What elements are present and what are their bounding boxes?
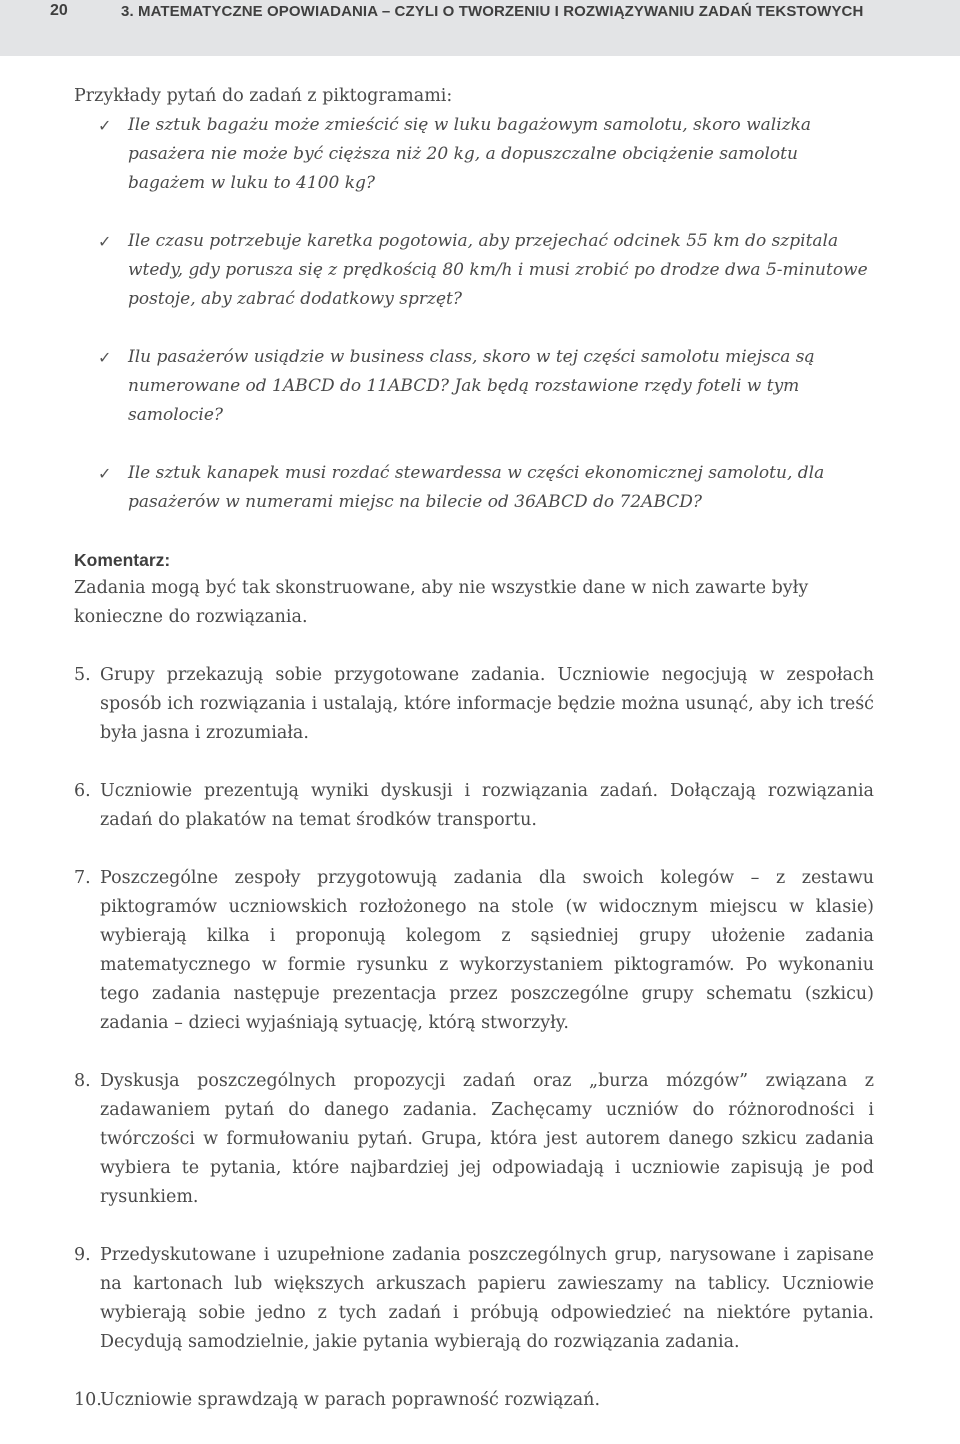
step-text: Grupy przekazują sobie przygotowane zadania. Uczniowie negocjują w zespołach sposób ich rozwiązania i ustalają, które informacje będzie można usunąć, aby ich treść była jasna i zrozumiała.	[100, 665, 874, 743]
comment-body: Zadania mogą być tak skonstruowane, aby nie wszystkie dane w nich zawarte były konieczne do rozwiązania.	[74, 578, 809, 627]
list-item	[74, 1067, 874, 1212]
step-number: 9.	[74, 1245, 91, 1265]
step-number: 8.	[74, 1071, 91, 1091]
step-text: Przedyskutowane i uzupełnione zadania poszczególnych grup, narysowane i zapisane na kartonach lub większych arkuszach papieru zawieszamy na tablicy. Uczniowie wybierają sobie jedno z tych zadań i próbują odpowiedzieć na niektóre pytania. Decydują samodzielnie, jakie pytania wybierają do rozwiązania zadania.	[100, 1245, 874, 1352]
list-item	[74, 343, 874, 430]
list-item	[74, 227, 874, 314]
question-list	[74, 111, 874, 517]
chapter-title: 3. MATEMATYCZNE OPOWIADANIA – CZYLI O TWORZENIU I ROZWIĄZYWANIU ZADAŃ TEKSTOWYCH	[121, 3, 864, 20]
checkmark-icon: ✓	[98, 464, 112, 483]
checkmark-icon: ✓	[98, 232, 112, 251]
list-item	[74, 111, 874, 198]
checkmark-icon: ✓	[98, 348, 112, 367]
question-text: Ile sztuk bagażu może zmieścić się w luku bagażowym samolotu, skoro walizka pasażera nie może być cięższa niż 20 kg, a dopuszczalne obciążenie samolotu bagażem w luku to 4100 kg?	[128, 115, 812, 193]
list-item	[74, 459, 874, 517]
step-number: 6.	[74, 781, 91, 801]
step-text: Poszczególne zespoły przygotowują zadania dla swoich kolegów – z zestawu piktogramów uczniowskich rozłożonego na stole (w widocznym miejscu w klasie) wybierają kilka i proponują kolegom z sąsiedniej grupy ułożenie zadania matematycznego w formie rysunku z wykorzystaniem piktogramów. Po wykonaniu tego zadania następuje prezentacja przez poszczególne grupy schematu (szkicu) zadania – dzieci wyjaśniają sytuację, którą stworzyły.	[100, 868, 874, 1033]
page-number: 20	[50, 2, 68, 19]
page-content	[74, 82, 874, 1444]
step-number: 5.	[74, 665, 91, 685]
steps-list	[74, 661, 874, 1415]
list-item	[74, 661, 874, 748]
step-number: 10.	[74, 1390, 102, 1410]
list-item	[74, 1241, 874, 1357]
list-item	[74, 1386, 874, 1415]
question-text: Ile sztuk kanapek musi rozdać stewardessa w części ekonomicznej samolotu, dla pasażerów w numerami miejsc na bilecie od 36ABCD do 72ABCD?	[128, 463, 825, 512]
step-text: Dyskusja poszczególnych propozycji zadań oraz „burza mózgów” związana z zadawaniem pytań do danego zadania. Zachęcamy uczniów do różnorodności i twórczości w formułowaniu pytań. Grupa, która jest autorem danego szkicu zadania wybiera te pytania, które najbardziej jej odpowiadają i uczniowie zapisują je pod rysunkiem.	[100, 1071, 874, 1207]
question-text: Ilu pasażerów usiądzie w business class, skoro w tej części samolotu miejsca są numerowane od 1ABCD do 11ABCD? Jak będą rozstawione rzędy foteli w tym samolocie?	[128, 347, 815, 425]
step-text: Uczniowie prezentują wyniki dyskusji i rozwiązania zadań. Dołączają rozwiązania zadań do plakatów na temat środków transportu.	[100, 781, 874, 830]
list-item	[74, 864, 874, 1038]
page-header	[0, 0, 960, 56]
checkmark-icon: ✓	[98, 116, 112, 135]
step-text: Uczniowie sprawdzają w parach poprawność rozwiązań.	[100, 1390, 601, 1410]
list-item	[74, 777, 874, 835]
step-number: 7.	[74, 868, 91, 888]
comment-heading: Komentarz:	[74, 550, 171, 570]
questions-intro: Przykłady pytań do zadań z piktogramami:	[74, 86, 453, 106]
question-text: Ile czasu potrzebuje karetka pogotowia, aby przejechać odcinek 55 km do szpitala wtedy, gdy porusza się z prędkością 80 km/h i musi zrobić po drodze dwa 5-minutowe postoje, aby zabrać dodatkowy sprzęt?	[128, 231, 868, 309]
